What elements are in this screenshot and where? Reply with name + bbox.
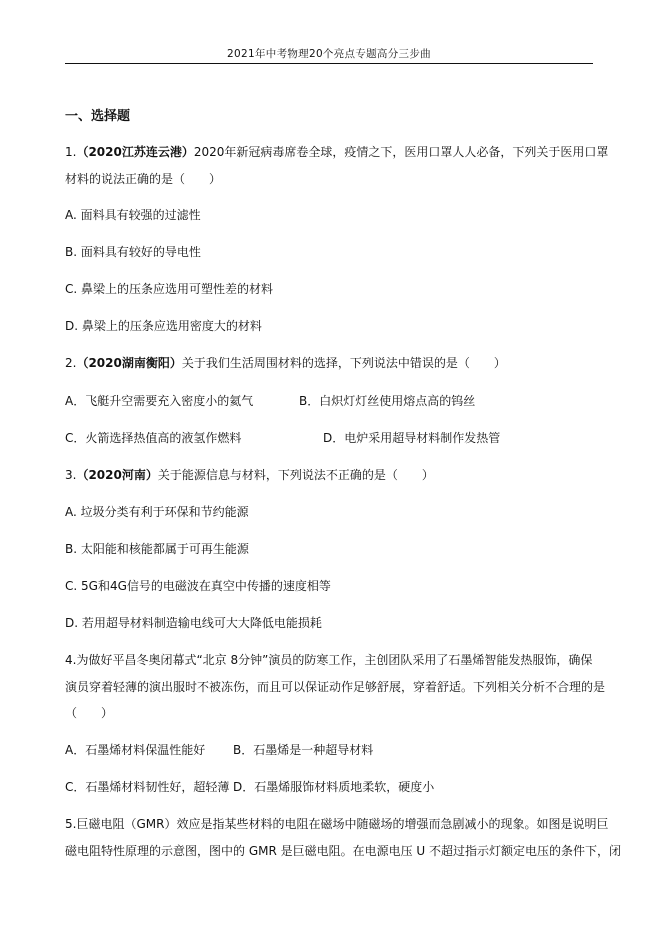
q4-option-a: A．石墨烯材料保温性能好: [65, 743, 206, 757]
q3-option-b: B. 太阳能和核能都属于可再生能源: [65, 542, 249, 556]
q3-option-d: D. 若用超导材料制造输电线可大大降低电能损耗: [65, 616, 322, 630]
q1-stem-line1: [65, 144, 608, 160]
q2-source: （2020湖南衡阳）: [76, 356, 182, 370]
q2-number: 2.: [65, 356, 77, 370]
q4-option-d: D．石墨烯服饰材料质地柔软，硬度小: [233, 780, 435, 794]
q2-stem-text: 关于我们生活周围材料的选择，下列说法中错误的是（ ）: [181, 356, 506, 370]
q5-stem-line2: 磁电阻特性原理的示意图，图中的 GMR 是巨磁电阻。在电源电压 U 不超过指示灯额定电压的条件下，闭: [65, 844, 622, 858]
q2-stem: [65, 355, 506, 371]
header-divider: [65, 63, 593, 64]
q4-option-b: B．石墨烯是一种超导材料: [233, 743, 374, 757]
q4-stem-line3: （ ）: [65, 706, 114, 720]
q1-number: 1.: [65, 145, 77, 159]
q2-option-c: C．火箭选择热值高的液氢作燃料: [65, 431, 242, 445]
q1-stem-line2: 材料的说法正确的是（ ）: [65, 172, 222, 186]
q1-option-a: A. 面料具有较强的过滤性: [65, 208, 201, 222]
q5-stem-line1: 5.巨磁电阻（GMR）效应是指某些材料的电阻在磁场中随磁场的增强而急剧减小的现象。如图是说明巨: [65, 817, 609, 831]
q1-option-c: C. 鼻梁上的压条应选用可塑性差的材料: [65, 282, 274, 296]
q3-stem: [65, 467, 434, 483]
q3-option-a: A. 垃圾分类有利于环保和节约能源: [65, 505, 249, 519]
q2-option-a: A．飞艇升空需要充入密度小的氦气: [65, 394, 254, 408]
q1-source: （2020江苏连云港）: [76, 145, 194, 159]
q1-stem-text: 2020年新冠病毒席卷全球，疫情之下，医用口罩人人必备，下列关于医用口罩: [193, 145, 609, 159]
q3-source: （2020河南）: [76, 468, 158, 482]
q4-stem-line1: 4.为做好平昌冬奥闭幕式“北京 8分钟”演员的防寒工作，主创团队采用了石墨烯智能发热服饰，确保: [65, 653, 593, 667]
q2-option-b: B．白炽灯灯丝使用熔点高的钨丝: [299, 394, 476, 408]
q4-stem-line2: 演员穿着轻薄的演出服时不被冻伤，而且可以保证动作足够舒展，穿着舒适。下列相关分析不合理的是: [65, 680, 606, 694]
q3-option-c: C. 5G和4G信号的电磁波在真空中传播的速度相等: [65, 579, 331, 593]
q1-option-b: B. 面料具有较好的导电性: [65, 245, 201, 259]
section-title: 一、选择题: [65, 109, 131, 124]
q1-option-d: D. 鼻梁上的压条应选用密度大的材料: [65, 319, 262, 333]
q3-number: 3.: [65, 468, 77, 482]
q2-option-d: D．电炉采用超导材料制作发热管: [323, 431, 501, 445]
page-header: 2021年中考物理20个亮点专题高分三步曲: [227, 48, 431, 60]
q3-stem-text: 关于能源信息与材料，下列说法不正确的是（ ）: [157, 468, 434, 482]
q4-option-c: C．石墨烯材料韧性好，超轻薄: [65, 780, 230, 794]
